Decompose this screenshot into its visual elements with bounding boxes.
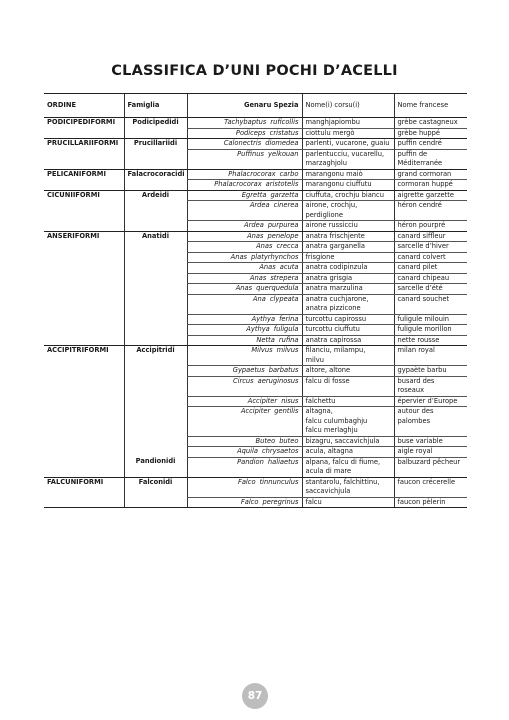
table-row xyxy=(44,314,467,325)
cell-ordine xyxy=(44,221,124,232)
genus-name: Tachybaptus xyxy=(224,118,267,126)
table-row xyxy=(44,284,467,295)
species-name: ferina xyxy=(279,314,299,323)
species-name: yelkouan xyxy=(268,149,299,158)
species-name: buteo xyxy=(279,436,299,445)
bird-classification-table xyxy=(44,93,467,508)
species-name: milvus xyxy=(276,346,299,354)
cell-genaru-spezia xyxy=(187,169,302,180)
cell-nome-francese: puffin de Méditerranée xyxy=(394,149,467,169)
cell-nome-corsu: anatra cuchjarone, anatra pizzicone xyxy=(302,294,394,314)
cell-famiglia xyxy=(124,335,187,346)
cell-ordine xyxy=(44,497,124,508)
cell-nome-francese: fuligule milouin xyxy=(394,314,467,325)
genus-name: Aythya xyxy=(246,325,270,333)
cell-ordine: CICUNIIFORMI xyxy=(47,190,100,199)
cell-ordine: FALCUNIFORMI xyxy=(47,477,104,486)
cell-ordine: ACCIPITRIFORMI xyxy=(47,346,109,354)
genus-name: Anas xyxy=(247,231,264,240)
genus-name: Anas xyxy=(256,242,273,250)
cell-nome-corsu: airone russicciu xyxy=(302,221,394,232)
cell-nome-corsu: altore, altone xyxy=(302,366,394,377)
genus-name: Ana xyxy=(252,294,266,303)
genus-name: Podiceps xyxy=(235,128,266,137)
cell-famiglia: Pandionidi xyxy=(124,457,187,477)
cell-nome-corsu: ciottulu mergò xyxy=(302,128,394,139)
species-name: barbatus xyxy=(268,366,299,374)
cell-nome-francese: héron cendré xyxy=(394,201,467,221)
cell-genaru-spezia xyxy=(187,335,302,346)
species-name: chrysaetos xyxy=(261,447,299,455)
cell-famiglia xyxy=(124,376,187,396)
species-name: nisus xyxy=(281,396,299,405)
cell-nome-francese: canard souchet xyxy=(394,294,467,314)
genus-name: Egretta xyxy=(241,190,267,199)
cell-ordine xyxy=(44,335,124,346)
genus-name: Falco xyxy=(240,497,259,506)
species-name: rufina xyxy=(278,335,299,344)
cell-nome-francese: nette rousse xyxy=(394,335,467,346)
species-name: peregrinus xyxy=(262,497,299,506)
species-name: cristatus xyxy=(269,128,299,137)
table-row xyxy=(44,149,467,169)
cell-nome-francese: sarcelle d’été xyxy=(394,284,467,295)
cell-nome-corsu: frisgione xyxy=(302,252,394,263)
table-row xyxy=(44,231,467,242)
species-name: clypeata xyxy=(269,294,299,303)
cell-famiglia: Falconidi xyxy=(124,477,187,497)
cell-nome-francese: cormoran huppé xyxy=(394,180,467,191)
table-row xyxy=(44,346,467,366)
cell-genaru-spezia xyxy=(187,376,302,396)
cell-ordine: ANSERIFORMI xyxy=(47,231,100,240)
cell-famiglia xyxy=(124,149,187,169)
cell-ordine xyxy=(44,128,124,139)
cell-ordine xyxy=(44,284,124,295)
genus-name: Gypaetus xyxy=(232,366,265,374)
cell-nome-corsu: parlenti, vucarone, guaiu xyxy=(302,139,394,150)
species-name: gentilis xyxy=(274,407,299,415)
table-row xyxy=(44,190,467,201)
header-nome-francese: Nome francese xyxy=(394,94,467,118)
cell-ordine xyxy=(44,436,124,447)
cell-nome-corsu: anatra frischjente xyxy=(302,231,394,242)
cell-nome-francese: sarcelle d’hiver xyxy=(394,242,467,253)
cell-nome-corsu: parlentucciu, vucarellu, marzaghjolu xyxy=(302,149,394,169)
genus-name: Puffinus xyxy=(237,149,265,158)
table-row xyxy=(44,407,467,437)
cell-genaru-spezia xyxy=(187,221,302,232)
cell-nome-francese: grand cormoran xyxy=(394,169,467,180)
cell-ordine xyxy=(44,376,124,396)
genus-name: Circus xyxy=(232,376,254,385)
cell-nome-corsu: marangonu ciuffutu xyxy=(302,180,394,191)
cell-ordine xyxy=(44,325,124,336)
table-row xyxy=(44,436,467,447)
cell-famiglia xyxy=(124,314,187,325)
genus-name: Phalacrocorax xyxy=(228,169,276,178)
cell-famiglia: Accipitridi xyxy=(124,346,187,366)
species-name: fuligula xyxy=(273,325,299,333)
genus-name: Anas xyxy=(230,252,248,261)
cell-nome-francese: héron pourpré xyxy=(394,221,467,232)
table-row xyxy=(44,139,467,150)
table-row xyxy=(44,325,467,336)
cell-famiglia xyxy=(124,263,187,274)
cell-ordine xyxy=(44,457,124,477)
cell-genaru-spezia xyxy=(187,447,302,458)
cell-nome-corsu: alpana, falcu di fiume, acula di mare xyxy=(302,457,394,477)
cell-genaru-spezia xyxy=(187,436,302,447)
species-name: acuta xyxy=(279,263,299,271)
genus-name: Accipiter xyxy=(247,396,278,405)
table-row xyxy=(44,366,467,377)
page-title: CLASSIFICA D’UNI POCHI D’ACELLI xyxy=(111,63,398,79)
table-row xyxy=(44,376,467,396)
cell-famiglia xyxy=(124,436,187,447)
table-row xyxy=(44,263,467,274)
cell-ordine xyxy=(44,447,124,458)
cell-ordine xyxy=(44,366,124,377)
cell-nome-corsu: turcottu capirossu xyxy=(302,314,394,325)
species-name: tinnunculus xyxy=(259,477,299,486)
cell-nome-corsu: marangonu maiò xyxy=(302,169,394,180)
genus-name: Ardea xyxy=(249,201,270,209)
genus-name: Buteo xyxy=(255,436,276,445)
genus-name: Anas xyxy=(249,273,267,282)
cell-genaru-spezia xyxy=(187,314,302,325)
cell-nome-corsu: falcu xyxy=(302,497,394,508)
cell-nome-corsu: manghjapiombu xyxy=(302,118,394,129)
species-name: garzetta xyxy=(270,190,299,199)
species-name: purpurea xyxy=(267,221,299,229)
cell-ordine xyxy=(44,314,124,325)
cell-genaru-spezia xyxy=(187,149,302,169)
cell-genaru-spezia xyxy=(187,366,302,377)
cell-ordine: PELICANIFORMI xyxy=(47,169,106,178)
species-name: diomedea xyxy=(265,139,299,147)
cell-genaru-spezia xyxy=(187,231,302,242)
cell-genaru-spezia xyxy=(187,284,302,295)
cell-famiglia: Podicipedidi xyxy=(124,118,187,129)
species-name: penelope xyxy=(267,231,299,240)
table-row xyxy=(44,242,467,253)
cell-nome-corsu: stantarolu, falchittinu, saccavichjula xyxy=(302,477,394,497)
cell-famiglia xyxy=(124,252,187,263)
species-name: platyrhynchos xyxy=(251,252,299,261)
cell-ordine xyxy=(44,294,124,314)
cell-nome-francese: canard colvert xyxy=(394,252,467,263)
cell-genaru-spezia xyxy=(187,139,302,150)
cell-ordine xyxy=(44,180,124,191)
table-row xyxy=(44,477,467,497)
cell-nome-francese: autour des palombes xyxy=(394,407,467,437)
cell-nome-francese: canard siffleur xyxy=(394,231,467,242)
genus-name: Pandion xyxy=(237,457,264,466)
species-name: querquedula xyxy=(256,284,299,292)
cell-nome-francese: buse variable xyxy=(394,436,467,447)
cell-nome-corsu: turcottu ciuffutu xyxy=(302,325,394,336)
cell-nome-francese: épervier d’Europe xyxy=(394,396,467,407)
species-name: ruficollis xyxy=(270,118,299,126)
cell-ordine xyxy=(44,407,124,437)
cell-nome-francese: milan royal xyxy=(394,346,467,366)
cell-nome-corsu: anatra codipinzula xyxy=(302,263,394,274)
cell-famiglia xyxy=(124,128,187,139)
cell-genaru-spezia xyxy=(187,497,302,508)
header-nome-corsu: Nome(i) corsu(i) xyxy=(302,94,394,118)
cell-famiglia: Falacrocoracidi xyxy=(124,169,187,180)
species-name: cinerea xyxy=(273,201,299,209)
cell-nome-francese: faucon crécerelle xyxy=(394,477,467,497)
table-row xyxy=(44,128,467,139)
species-name: carbo xyxy=(279,169,299,178)
cell-famiglia xyxy=(124,325,187,336)
table-row xyxy=(44,447,467,458)
table-row xyxy=(44,180,467,191)
cell-ordine xyxy=(44,273,124,284)
table-row xyxy=(44,118,467,129)
cell-nome-francese: balbuzard pêcheur xyxy=(394,457,467,477)
table-row xyxy=(44,201,467,221)
cell-genaru-spezia xyxy=(187,128,302,139)
table-row xyxy=(44,335,467,346)
table-row xyxy=(44,497,467,508)
cell-famiglia xyxy=(124,447,187,458)
species-name: strepera xyxy=(270,273,299,282)
cell-ordine xyxy=(44,396,124,407)
genus-name: Milvus xyxy=(251,346,273,354)
header-genaru-spezia: Genaru Spezia xyxy=(187,94,302,118)
cell-genaru-spezia xyxy=(187,263,302,274)
cell-nome-corsu: anatra capirossa xyxy=(302,335,394,346)
genus-name: Netta xyxy=(256,335,275,344)
cell-famiglia: Anatidi xyxy=(124,231,187,242)
genus-name: Anas xyxy=(235,284,253,292)
cell-famiglia xyxy=(124,221,187,232)
cell-nome-corsu: anatra marzulina xyxy=(302,284,394,295)
cell-famiglia xyxy=(124,180,187,191)
genus-name: Anas xyxy=(259,263,276,271)
genus-name: Falco xyxy=(237,477,256,486)
genus-name: Ardea xyxy=(244,221,264,229)
genus-name: Phalacrocorax xyxy=(214,180,262,188)
cell-genaru-spezia xyxy=(187,201,302,221)
genus-name: Aythya xyxy=(251,314,276,323)
header-ordine: ORDINE xyxy=(44,94,124,118)
table-row xyxy=(44,294,467,314)
genus-name: Accipiter xyxy=(240,407,271,415)
cell-nome-corsu: acula, altagna xyxy=(302,447,394,458)
cell-nome-francese: aigrette garzette xyxy=(394,190,467,201)
header-famiglia: Famiglia xyxy=(124,94,187,118)
cell-ordine xyxy=(44,201,124,221)
table-row xyxy=(44,457,467,477)
cell-famiglia xyxy=(124,242,187,253)
cell-genaru-spezia xyxy=(187,396,302,407)
cell-nome-corsu: ciuffuta, crochju biancu xyxy=(302,190,394,201)
cell-nome-francese: aigle royal xyxy=(394,447,467,458)
cell-genaru-spezia xyxy=(187,457,302,477)
cell-genaru-spezia xyxy=(187,118,302,129)
cell-nome-francese: canard chipeau xyxy=(394,273,467,284)
cell-ordine xyxy=(44,263,124,274)
table-header-row xyxy=(44,94,467,118)
cell-famiglia xyxy=(124,201,187,221)
species-name: crecca xyxy=(276,242,299,250)
cell-ordine xyxy=(44,149,124,169)
cell-genaru-spezia xyxy=(187,190,302,201)
cell-genaru-spezia xyxy=(187,273,302,284)
cell-genaru-spezia xyxy=(187,407,302,437)
cell-genaru-spezia xyxy=(187,477,302,497)
table-row xyxy=(44,396,467,407)
cell-nome-francese: canard pilet xyxy=(394,263,467,274)
cell-nome-francese: busard des roseaux xyxy=(394,376,467,396)
cell-nome-corsu: filanciu, milampu, milvu xyxy=(302,346,394,366)
table-body xyxy=(44,118,467,508)
cell-ordine xyxy=(44,242,124,253)
species-name: haliaetus xyxy=(267,457,299,466)
cell-genaru-spezia xyxy=(187,252,302,263)
species-name: aeruginosus xyxy=(257,376,299,385)
cell-famiglia: Prucillariidi xyxy=(124,139,187,150)
cell-famiglia xyxy=(124,273,187,284)
cell-nome-francese: grèbe castagneux xyxy=(394,118,467,129)
cell-nome-francese: gypaète barbu xyxy=(394,366,467,377)
cell-famiglia xyxy=(124,366,187,377)
cell-nome-corsu: falcu di fosse xyxy=(302,376,394,396)
cell-famiglia xyxy=(124,294,187,314)
species-name: aristotelis xyxy=(265,180,299,188)
cell-nome-francese: fuligule morillon xyxy=(394,325,467,336)
genus-name: Aquila xyxy=(237,447,258,455)
table-row xyxy=(44,273,467,284)
table-row xyxy=(44,221,467,232)
cell-genaru-spezia xyxy=(187,346,302,366)
genus-name: Calonectris xyxy=(223,139,262,147)
table-row xyxy=(44,252,467,263)
cell-famiglia xyxy=(124,497,187,508)
cell-famiglia xyxy=(124,396,187,407)
cell-nome-corsu: falchettu xyxy=(302,396,394,407)
cell-famiglia xyxy=(124,407,187,437)
cell-genaru-spezia xyxy=(187,294,302,314)
cell-famiglia xyxy=(124,284,187,295)
table-row xyxy=(44,169,467,180)
cell-genaru-spezia xyxy=(187,242,302,253)
cell-nome-francese: faucon pèlerin xyxy=(394,497,467,508)
cell-nome-corsu: anatra grisgia xyxy=(302,273,394,284)
cell-genaru-spezia xyxy=(187,325,302,336)
page-number: 87 xyxy=(242,683,268,709)
cell-nome-corsu: airone, crochju, perdiglione xyxy=(302,201,394,221)
cell-famiglia: Ardeidi xyxy=(124,190,187,201)
cell-nome-corsu: anatra garganella xyxy=(302,242,394,253)
cell-ordine xyxy=(44,252,124,263)
cell-ordine: PODICIPEDIFORMI xyxy=(47,118,116,126)
cell-ordine: PRUCILLARIIFORMI xyxy=(47,139,119,147)
cell-nome-corsu: altagna, falcu culumbaghju falcu merlaghju xyxy=(302,407,394,437)
cell-nome-francese: grèbe huppé xyxy=(394,128,467,139)
cell-nome-francese: puffin cendré xyxy=(394,139,467,150)
cell-genaru-spezia xyxy=(187,180,302,191)
cell-nome-corsu: bizagru, saccavichjula xyxy=(302,436,394,447)
